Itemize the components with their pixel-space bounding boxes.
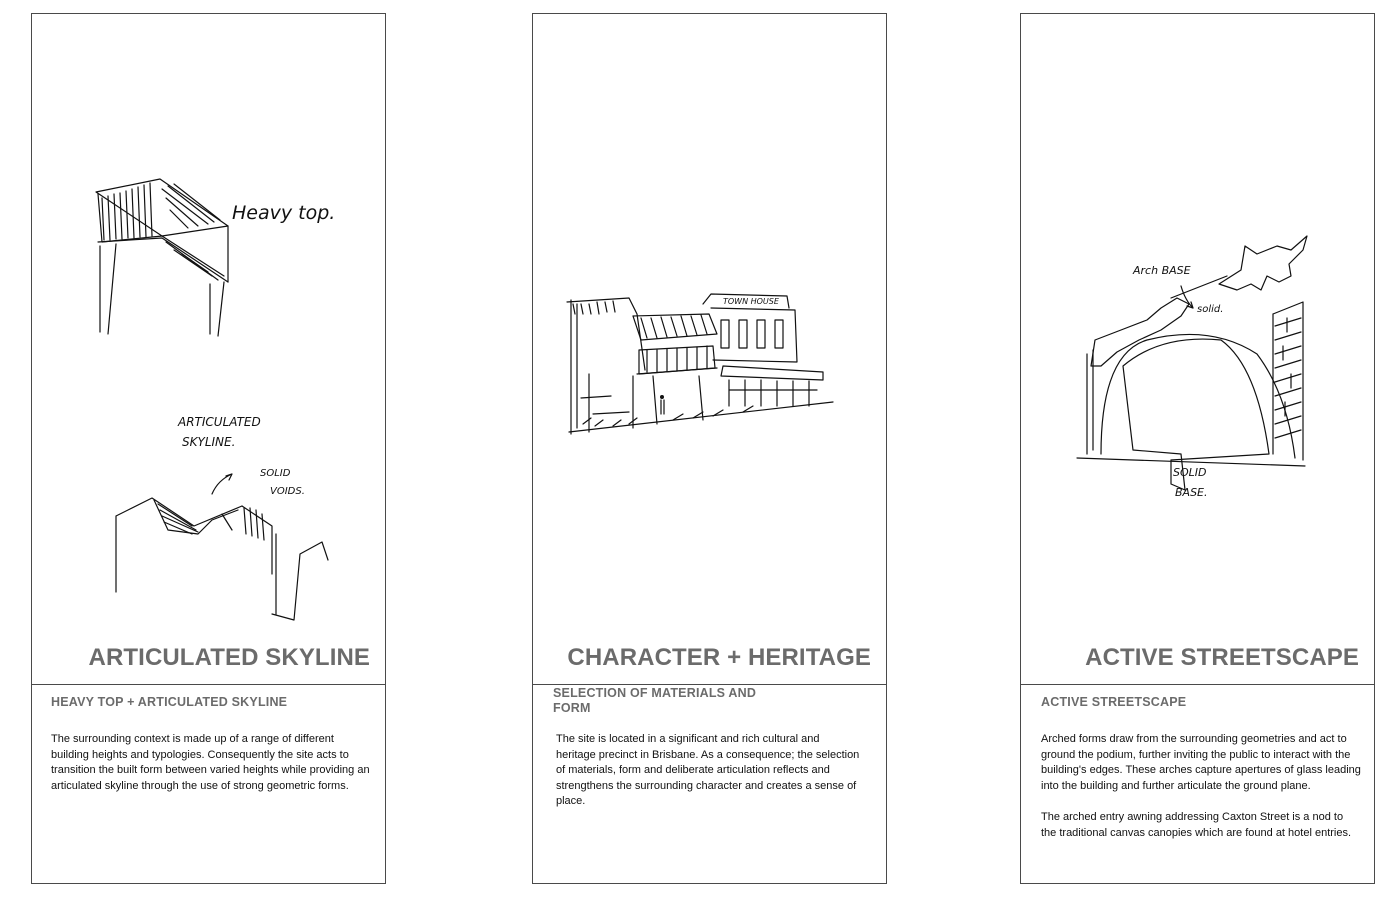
panel-active-streetscape	[1020, 13, 1375, 884]
sketch-note-heavy-top: Heavy top.	[232, 202, 336, 224]
heritage-building-sketch	[533, 14, 888, 674]
panel-subtitle: SELECTION OF MATERIALS AND FORM	[553, 686, 757, 715]
panel-articulated-skyline	[31, 13, 386, 884]
heavy-top-sketch	[32, 14, 387, 674]
sketch-note-solid-arrow: solid.	[1197, 304, 1224, 315]
sketch-note-voids: VOIDS.	[270, 486, 305, 497]
sketch-note-articulated: ARTICULATED	[178, 415, 261, 429]
sketch-note-solid: SOLID	[260, 468, 291, 479]
divider	[1021, 684, 1374, 685]
panel-subtitle: HEAVY TOP + ARTICULATED SKYLINE	[51, 695, 288, 709]
body-paragraph: The site is located in a significant and rich cultural and heritage precinct in Brisbane. As a consequence; the selection of materials, form and deliberate articulation reflects and strengthens the surrounding character and creates a sense of place.	[556, 733, 860, 807]
panel-body	[1041, 732, 1361, 857]
panel-body	[51, 732, 371, 810]
panel-subtitle: ACTIVE STREETSCAPE	[1041, 695, 1187, 709]
sketch-note-solid-base: SOLID	[1173, 466, 1207, 479]
panel-body	[556, 732, 861, 826]
divider	[533, 684, 886, 685]
body-paragraph: Arched forms draw from the surrounding geometries and act to ground the podium, further inviting the public to interact with the building's edges. These arches capture apertures of glass leading into the building and further articulate the ground plane.	[1041, 733, 1361, 792]
sketch-note-skyline: SKYLINE.	[182, 435, 236, 449]
body-paragraph: The arched entry awning addressing Caxton Street is a nod to the traditional canvas canopies which are found at hotel entries.	[1041, 811, 1352, 839]
panel-title: ACTIVE STREETSCAPE	[1085, 644, 1359, 671]
svg-text:TOWN HOUSE: TOWN HOUSE	[723, 297, 779, 306]
arch-base-sketch	[1021, 14, 1376, 674]
sketch-note-arch-base: Arch BASE	[1133, 264, 1191, 277]
body-paragraph: The surrounding context is made up of a range of different building heights and typologies. Consequently the site acts to transition the built form between varied heights while providing an articulated skyline through the use of strong geometric forms.	[51, 733, 370, 792]
divider	[32, 684, 385, 685]
panel-title: ARTICULATED SKYLINE	[88, 644, 370, 671]
panel-character-heritage	[532, 13, 887, 884]
panel-title: CHARACTER + HERITAGE	[567, 644, 871, 671]
sketch-note-base: BASE.	[1175, 486, 1208, 499]
